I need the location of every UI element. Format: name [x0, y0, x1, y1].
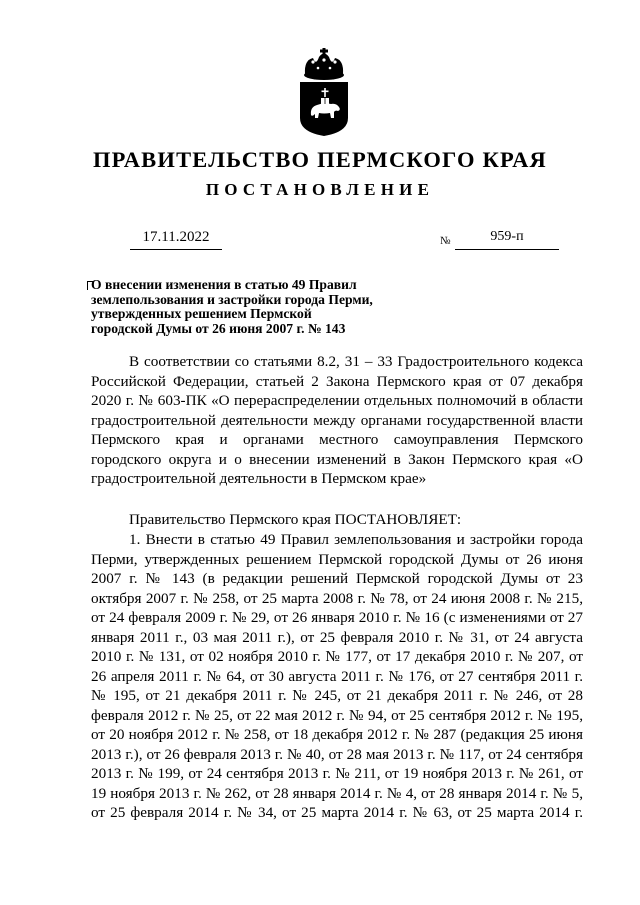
subject-line: городской Думы от 26 июня 2007 г. № 143: [91, 320, 346, 336]
document-number-label: №: [440, 235, 451, 247]
document-number: 959-п: [455, 227, 559, 250]
subject-line: О внесении изменения в статью 49 Правил: [91, 277, 357, 292]
perm-krai-coat-of-arms-icon: [294, 48, 354, 138]
government-name: ПРАВИТЕЛЬСТВО ПЕРМСКОГО КРАЯ: [92, 147, 548, 172]
resolves-paragraph: Правительство Пермского края ПОСТАНОВЛЯЕТ:: [129, 511, 462, 528]
subject-line: землепользования и застройки города Перми,: [91, 291, 373, 307]
clause-1-paragraph: 1. Внести в статью 49 Правил землепользования и застройки города Перми, утвержденных решением Пермской городской Думы от 26 июня 2007 г. № 143 (в редакции решений Пермской городской Думы от 23 октября 2007 г. № 258, от 25 марта 2008 г. № 78, от 24 июня 2008 г. № 215, от 24 февраля 2009 г. № 29, от 26 января 2010 г. № 16 (с изменениями от 27 января 2011 г., 03 мая 2011 г.), от 25 февраля 2010 г. № 31, от 24 августа 2010 г. № 131, от 02 ноября 2010 г. № 177, от 17 декабря 2010 г. № 207, от 26 апреля 2011 г. № 64, от 30 августа 2011 г. № 176, от 27 сентября 2011 г. № 195, от 21 декабря 2011 г. № 245, от 21 декабря 2011 г. № 246, от 28 февраля 2012 г. № 25, от 22 мая 2012 г. № 94, от 25 сентября 2012 г. № 195, от 20 ноября 2012 г. № 258, от 18 декабря 2012 г. № 287 (редакция 25 июня 2013 г.), от 26 февраля 2013 г. № 40, от 28 мая 2013 г. № 117, от 24 сентября 2013 г. № 199, от 24 сентября 2013 г. № 211, от 19 ноября 2013 г. № 261, от 19 ноября 2013 г. № 262, от 28 января 2014 г. № 4, от 28 января 2014 г. № 5, от 25 февраля 2014 г. № 34, от 25 марта 2014 г. № 63, от 25 марта 2014 г.: [91, 531, 583, 821]
document-kind-title: ПОСТАНОВЛЕНИЕ: [205, 180, 435, 199]
preamble-paragraph: В соответствии со статьями 8.2, 31 – 33 Градостроительного кодекса Российской Федерации, статьей 2 Закона Пермского края от 07 декабря 2020 г. № 603-ПК «О перераспределении отдельных полномочий в области градостроительной деятельности между органами государственной власти Пермского края и органами местного самоуправления Пермского городского округа и о внесении изменений в Закон Пермского края «О градостроительной деятельности в Пермском крае»: [91, 353, 583, 487]
document-date: 17.11.2022: [130, 227, 222, 250]
document-subject: [91, 278, 421, 336]
subject-line: утвержденных решением Пермской: [91, 306, 312, 321]
